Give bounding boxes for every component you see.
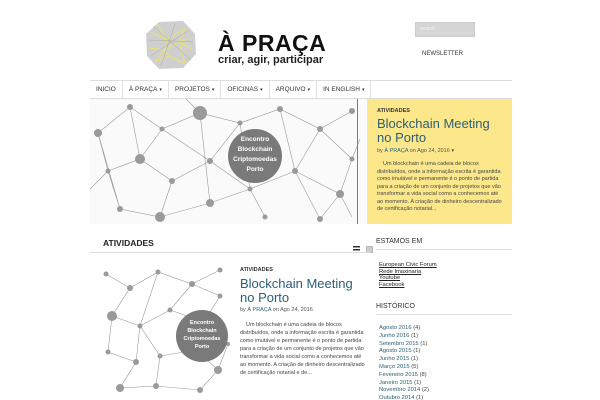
nav-label: IN ENGLISH [323,86,360,93]
archive-link[interactable]: Outubro 2014 [379,395,415,400]
archive-link[interactable]: Agosto 2016 [379,325,412,331]
post-title[interactable]: Blockchain Meeting no Porto [240,276,353,305]
meta-on: on [409,148,416,154]
chevron-down-icon: ▾ [159,86,162,93]
link-european-civic-forum[interactable]: European Civic Forum [379,262,437,268]
badge-line: Porto [194,344,210,350]
sidebar-links [379,262,437,288]
nav-label: OFICINAS [227,86,259,93]
archive-item [379,325,429,333]
featured-author[interactable]: À PRAÇA [384,148,409,154]
chevron-down-icon: ▾ [260,86,263,93]
nav-item-in-english[interactable] [317,80,371,99]
archive-count: (2) [421,387,429,394]
archive-link[interactable]: Junho 2015 [379,356,410,363]
nav-item-projetos[interactable] [169,80,221,99]
badge-line: Criptomoedas [183,336,221,342]
featured-meta [377,148,502,154]
post-author[interactable]: À PRAÇA [247,307,272,313]
post-excerpt: Um blockchain é uma cadeia de blocos distribuídos, onde a informação escrita é garantida como imutável e permanente é o ponto de partida para a criação de um conjunto de projetos que vão transformar a vida social como a conhecemos até ao momento. A criação de dinheiro descentralizado de certificação notarial e de... [240,322,365,376]
link-youtube[interactable]: Youtube [379,275,401,281]
view-toggle [351,240,373,258]
dropdown-caret-icon[interactable]: ▾ [451,148,455,154]
archive-item [379,364,429,372]
nav-item-a-praca[interactable] [123,80,169,99]
sidebar-title: HISTÓRICO [376,303,415,310]
archive-item [379,333,429,341]
archive-item [379,387,429,395]
post-category[interactable]: ATIVIDADES [240,267,273,273]
archive-item [379,341,429,349]
nav-label: ARQUIVO [275,86,306,93]
section-title: ATIVIDADES [103,238,154,248]
archive-item [379,372,429,380]
meta-on: on [272,307,279,313]
featured-date: Ago 24, 2016 [417,148,450,154]
featured-title[interactable]: Blockchain Meeting no Porto [377,116,490,145]
network-graph-illustration [90,99,360,224]
archive-count: (8) [419,371,427,378]
badge-line: Blockchain [237,146,273,153]
chevron-down-icon: ▾ [361,86,365,93]
main-nav [90,80,512,99]
archive-link[interactable]: Janeiro 2015 [379,379,413,386]
meta-by: by [377,148,383,154]
section-divider [90,252,370,253]
nav-item-inicio[interactable] [90,80,123,99]
badge-line: Encontro [189,320,215,326]
site-tagline: criar, agir, participar [218,54,324,66]
archive-item [379,395,429,400]
post-meta [240,307,313,313]
archive-link[interactable]: Agosto 2015 [379,348,412,355]
archive-count: (1) [413,348,421,355]
sidebar-divider [376,314,512,315]
search-input[interactable]: search [415,22,475,37]
badge-line: Blockchain [187,328,217,334]
nav-label: PROJETOS [174,86,210,93]
archive-count: (1) [410,332,419,339]
archive-link[interactable]: Março 2015 [379,363,410,370]
archive-link[interactable]: Fevereiro 2015 [379,371,418,378]
sidebar-historico [376,303,512,315]
archive-item [379,348,429,356]
post-date: Ago 24, 2016 [280,307,313,313]
archive-count: (1) [416,395,424,400]
nav-item-arquivo[interactable] [270,80,318,99]
chevron-down-icon: ▾ [307,86,311,93]
link-rede-imaxinaria[interactable]: Rede Imaxinaria [379,268,422,275]
link-facebook[interactable]: Facebook [379,281,405,288]
sidebar-estamos [376,238,512,250]
archive-count: (1) [414,379,422,386]
badge-line: Criptomoedas [233,156,277,163]
badge-line: Porto [246,166,264,173]
site-logo[interactable] [145,20,197,70]
sidebar-title: ESTAMOS EM [376,238,423,245]
site-title[interactable]: À PRAÇA [218,30,327,56]
archive-item [379,356,429,364]
newsletter-link[interactable]: NEWSLETTER [422,51,464,57]
meta-by: by [240,307,246,313]
archive-count: (5) [411,363,419,370]
nav-item-oficinas[interactable] [221,80,269,99]
featured-category[interactable]: ATIVIDADES [377,108,410,114]
nav-label: À PRAÇA [128,86,158,93]
archive-link[interactable]: Novembro 2014 [379,387,421,394]
sidebar-divider [376,249,512,250]
archive-count: (1) [410,356,419,363]
chevron-down-icon: ▾ [211,86,215,93]
archive-link[interactable]: Setembro 2015 [379,340,419,347]
archive-link[interactable]: Junho 2016 [379,332,410,339]
nav-label: INICIO [96,86,116,93]
archive-item [379,380,429,388]
badge-line: Encontro [240,136,270,143]
hero-divider [357,99,358,224]
post-thumbnail[interactable] [100,266,230,396]
archive-count: (1) [420,340,428,347]
featured-post [367,99,512,224]
featured-excerpt: Um blockchain é uma cadeia de blocos distribuídos, onde a informação escrita é garantida como imutável e permanente é o ponto de partida para a criação de um conjunto de projetos que vão transformar a vida social como a conhecemos até ao momento. A criação de dinheiro descentralizado de certificação notarial... [377,161,502,212]
archive-count: (4) [413,325,421,331]
archive-list [379,325,429,400]
